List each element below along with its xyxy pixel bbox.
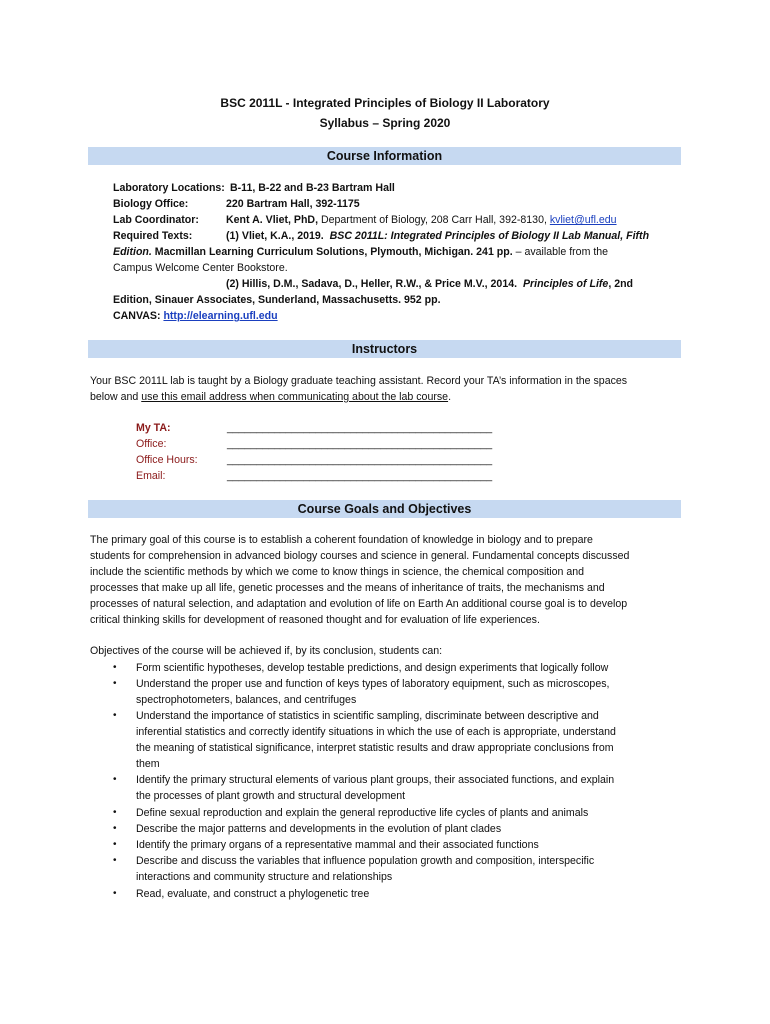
document-title: BSC 2011L - Integrated Principles of Biology II Laboratory — [220, 96, 550, 110]
office-field-label: Office: — [136, 438, 167, 450]
locations-label: Laboratory Locations: — [113, 182, 225, 194]
bullet-icon: • — [113, 823, 117, 834]
intro-text: below and — [90, 391, 142, 403]
objectives-intro: Objectives of the course will be achieved if, by its conclusion, students can: — [90, 645, 443, 657]
objective-line: Read, evaluate, and construct a phylogenetic tree — [136, 888, 370, 900]
bullet-icon: • — [113, 662, 117, 673]
text2-line — [226, 276, 633, 292]
text1-line-2 — [113, 244, 608, 260]
objective-line: the meaning of statistical significance, interpret statistic results and draw appropriate conclusions from — [136, 742, 614, 754]
objective-line: Describe and discuss the variables that influence population growth and composition, interspecific — [136, 855, 595, 867]
bullet-icon: • — [113, 839, 117, 850]
bullet-icon: • — [113, 678, 117, 689]
coordinator-detail: Department of Biology, 208 Carr Hall, 392-8130, — [318, 214, 550, 226]
objective-line: Identify the primary organs of a representative mammal and their associated functions — [136, 839, 539, 851]
text1-title: BSC 2011L: Integrated Principles of Biology II Lab Manual, Fifth — [329, 230, 650, 242]
ta-blank: _____________________________________________ — [227, 422, 493, 434]
coordinator-email-link[interactable]: kvliet@ufl.edu — [549, 214, 617, 226]
objective-line: them — [136, 758, 160, 770]
bullet-icon: • — [113, 710, 117, 721]
coordinator-name: Kent A. Vliet, PhD, — [226, 214, 319, 226]
objective-line: interactions and community structure and relationships — [136, 871, 393, 883]
text1-publisher: Macmillan Learning Curriculum Solutions, Plymouth, Michigan. 241 pp. — [151, 246, 513, 258]
objective-line: Identify the primary structural elements of various plant groups, their associated functions, and explain — [136, 774, 615, 786]
intro-emphasis: use this email address when communicating about the lab course — [141, 391, 449, 403]
instructors-heading: Instructors — [88, 340, 681, 358]
text2-publisher: Edition, Sinauer Associates, Sunderland, Massachusetts. 952 pp. — [113, 294, 441, 306]
objective-line: Understand the importance of statistics in scientific sampling, discriminate between descriptive and — [136, 710, 599, 722]
office-hours-blank: _____________________________________________ — [227, 454, 493, 466]
coordinator-label: Lab Coordinator: — [113, 214, 199, 226]
intro-end: . — [448, 391, 452, 403]
objective-line: Understand the proper use and function of keys types of laboratory equipment, such as microscopes, — [136, 678, 610, 690]
objective-line: inferential statistics and correctly identify situations in which the use of each is appropriate, understand — [136, 726, 616, 738]
bullet-icon: • — [113, 855, 117, 866]
office-blank: _____________________________________________ — [227, 438, 493, 450]
coordinator-line — [226, 212, 617, 228]
goals-paragraph-line: include the scientific methods by which we come to know things in science, the chemical composition and — [90, 566, 585, 578]
instructors-intro: Your BSC 2011L lab is taught by a Biology graduate teaching assistant. Record your TA’s information in the spaces — [90, 375, 628, 387]
bullet-icon: • — [113, 774, 117, 785]
course-information-heading: Course Information — [88, 147, 681, 165]
bullet-icon: • — [113, 888, 117, 899]
objective-line: Form scientific hypotheses, develop testable predictions, and design experiments that logically follow — [136, 662, 609, 674]
goals-paragraph-line: critical thinking skills for development of reasoned thought and for evaluation of life experiences. — [90, 614, 540, 626]
texts-label: Required Texts: — [113, 230, 193, 242]
email-label: Email: — [136, 470, 166, 482]
canvas-line — [113, 308, 278, 324]
goals-paragraph-line: processes of natural selection, and adaptation and evolution of life on Earth An additional course goal is to develop — [90, 598, 628, 610]
office-hours-label: Office Hours: — [136, 454, 198, 466]
text2-title: Principles of Life — [522, 278, 609, 290]
text1-line — [226, 228, 649, 244]
goals-paragraph-line: The primary goal of this course is to establish a coherent foundation of knowledge in biology and to prepare — [90, 534, 593, 546]
text1-availability-2: Campus Welcome Center Bookstore. — [113, 262, 288, 274]
office-label: Biology Office: — [113, 198, 189, 210]
canvas-label: CANVAS: — [113, 310, 161, 322]
goals-paragraph-line: students for comprehension in advanced biology courses and science in general. Fundamental concepts discussed — [90, 550, 630, 562]
bullet-icon: • — [113, 807, 117, 818]
office-value: 220 Bartram Hall, 392-1175 — [226, 198, 360, 210]
text1-title-end: Edition. — [113, 246, 152, 258]
text1-author: (1) Vliet, K.A., 2019. — [226, 230, 324, 242]
text1-availability: – available from the — [512, 246, 609, 258]
locations-value: B-11, B-22 and B-23 Bartram Hall — [230, 182, 395, 194]
objective-line: spectrophotometers, balances, and centrifuges — [136, 694, 357, 706]
text2-edition: , 2nd — [608, 278, 634, 290]
document-subtitle: Syllabus – Spring 2020 — [319, 116, 451, 130]
objective-line: Define sexual reproduction and explain the general reproductive life cycles of plants and animals — [136, 807, 589, 819]
ta-label: My TA: — [136, 422, 171, 434]
goals-heading: Course Goals and Objectives — [88, 500, 681, 518]
email-blank: _____________________________________________ — [227, 470, 493, 482]
instructors-intro-2 — [90, 389, 451, 405]
objective-line: Describe the major patterns and developments in the evolution of plant clades — [136, 823, 502, 835]
objective-line: the processes of plant growth and structural development — [136, 790, 406, 802]
canvas-link[interactable]: http://elearning.ufl.edu — [163, 310, 278, 322]
goals-paragraph-line: processes that make up all life, genetic processes and the means of inheritance of traits, the mechanisms and — [90, 582, 605, 594]
text2-author: (2) Hillis, D.M., Sadava, D., Heller, R.W., & Price M.V., 2014. — [226, 278, 518, 290]
